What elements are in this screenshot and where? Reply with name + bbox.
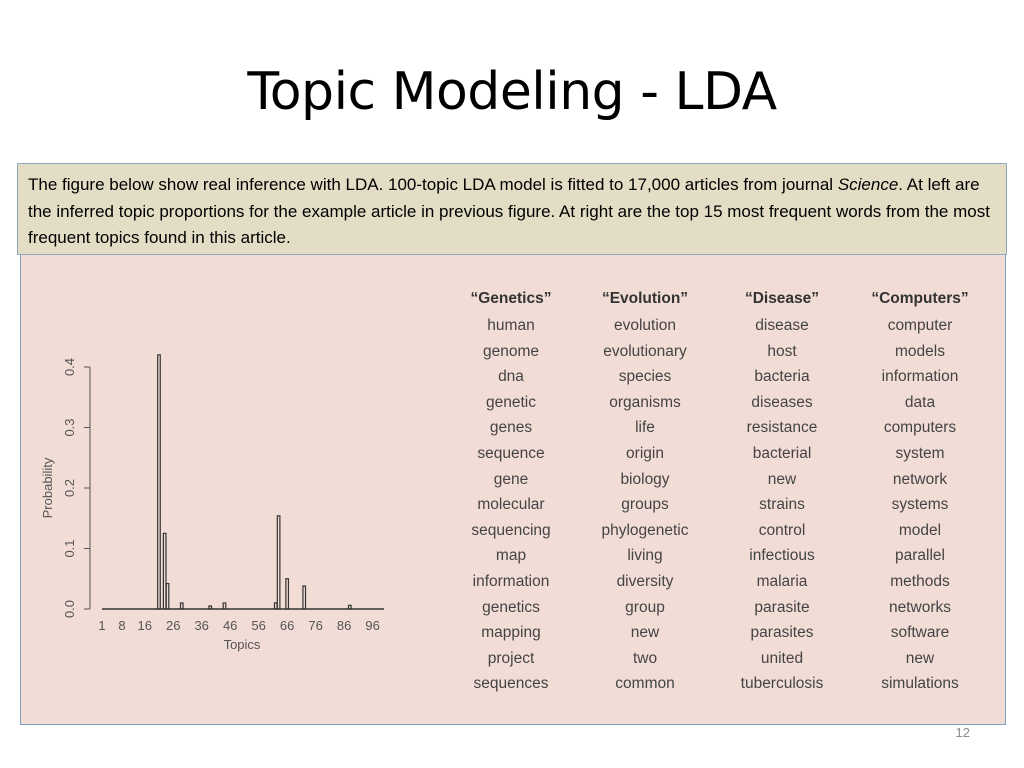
topic-word: group — [625, 598, 665, 616]
topic-bar — [163, 533, 166, 609]
x-tick-label: 96 — [365, 618, 380, 633]
topic-word: living — [627, 547, 663, 565]
topic-word: two — [632, 649, 658, 667]
topic-column — [712, 288, 852, 697]
topic-word: gene — [493, 470, 529, 488]
topic-bar — [223, 603, 226, 609]
y-tick-label: 0.0 — [62, 599, 77, 619]
topic-word: new — [905, 649, 935, 667]
topic-word: sequence — [477, 444, 545, 462]
x-tick-label: 36 — [194, 618, 209, 633]
topic-column — [850, 288, 990, 697]
topic-word: united — [760, 649, 804, 667]
topic-heading: “Computers” — [871, 290, 969, 307]
topic-word: resistance — [746, 419, 818, 437]
x-tick-label: 86 — [336, 618, 352, 633]
topic-word: sequences — [473, 675, 549, 693]
y-tick-label: 0.3 — [62, 418, 77, 437]
x-tick-label: 56 — [251, 618, 266, 633]
topic-word: human — [487, 317, 535, 334]
topic-word: malaria — [756, 572, 808, 590]
topic-word: software — [890, 624, 950, 642]
topic-word: disease — [755, 317, 809, 334]
topic-word: parasite — [754, 598, 810, 616]
topic-word: parasites — [750, 624, 814, 642]
topic-word: phylogenetic — [601, 521, 689, 539]
topic-word: sequencing — [471, 521, 551, 539]
topic-word: molecular — [477, 496, 545, 514]
topic-heading: “Evolution” — [601, 290, 689, 307]
topic-word: map — [495, 547, 527, 565]
topic-word: system — [895, 444, 945, 462]
topic-word: mapping — [481, 624, 541, 642]
x-tick-label: 8 — [118, 618, 126, 633]
y-tick-label: 0.1 — [62, 539, 77, 558]
topic-word: bacterial — [752, 444, 812, 462]
topic-bar — [349, 605, 352, 609]
topic-word: network — [892, 470, 948, 488]
y-tick-label: 0.4 — [62, 357, 77, 377]
topic-word: genetics — [482, 598, 540, 616]
topic-word: biology — [620, 470, 670, 488]
topic-word: genes — [489, 419, 533, 437]
topic-word: new — [630, 624, 660, 642]
topic-word: systems — [891, 496, 949, 514]
topic-column — [575, 288, 715, 697]
topic-word: species — [618, 368, 672, 386]
x-tick-label: 26 — [165, 618, 181, 633]
caption-journal-name: Science — [837, 175, 899, 194]
topic-column — [441, 288, 581, 697]
topic-word: groups — [621, 496, 669, 514]
topic-heading: “Disease” — [744, 290, 820, 307]
topic-word: origin — [626, 444, 664, 462]
topic-heading: “Genetics” — [470, 290, 552, 307]
topic-bar — [209, 606, 212, 609]
x-tick-label: 76 — [308, 618, 323, 633]
page-number: 12 — [955, 725, 970, 740]
topic-word: information — [881, 368, 959, 386]
caption-text-end: . At left are the inferred topic proportions for the example article in previous figure. At right are the top 15 most frequent words from the most frequent topics found in this article. — [28, 175, 990, 247]
topic-word: diversity — [616, 572, 674, 590]
topic-word: simulations — [881, 675, 959, 693]
topic-word: data — [904, 393, 936, 411]
x-tick-label: 46 — [222, 618, 238, 633]
y-tick-label: 0.2 — [62, 478, 77, 498]
topic-word: networks — [888, 598, 952, 616]
topic-bar — [303, 586, 306, 609]
topic-word: computer — [887, 317, 953, 334]
topic-word: dna — [498, 368, 524, 386]
topic-bar — [158, 355, 161, 609]
topic-bar — [286, 579, 289, 609]
topic-word: tuberculosis — [740, 675, 824, 693]
topic-word: genetic — [486, 393, 536, 411]
topic-word: model — [898, 521, 942, 539]
topic-word: project — [487, 649, 535, 667]
topic-word: evolution — [613, 317, 677, 334]
topic-word: strains — [759, 496, 805, 514]
topic-word: new — [767, 470, 797, 488]
topic-word: organisms — [609, 393, 681, 411]
topic-word: host — [767, 342, 797, 360]
topic-word: diseases — [751, 393, 813, 411]
topic-bar — [166, 584, 169, 609]
topic-word: evolutionary — [603, 342, 687, 360]
topic-word: methods — [890, 572, 950, 590]
topic-bar — [277, 516, 280, 609]
topic-word: models — [895, 342, 945, 360]
x-axis-title: Topics — [223, 637, 261, 652]
caption-text-start: The figure below show real inference with LDA. 100-topic LDA model is fitted to 17,000 articles from journal — [28, 175, 838, 194]
topic-word: parallel — [895, 547, 945, 565]
topic-bar — [180, 603, 183, 609]
x-tick-label: 66 — [279, 618, 295, 633]
x-tick-label: 1 — [98, 618, 106, 633]
y-axis-title: Probability — [40, 457, 55, 519]
topic-word: control — [758, 521, 806, 539]
x-tick-label: 16 — [137, 618, 152, 633]
topic-word: computers — [883, 419, 957, 437]
topic-word: common — [615, 675, 675, 693]
topic-word: bacteria — [754, 368, 810, 386]
topic-word: life — [635, 419, 655, 437]
topic-word: genome — [482, 342, 539, 360]
topic-word: infectious — [749, 547, 815, 565]
topic-word: information — [472, 572, 550, 590]
topic-bar — [274, 603, 277, 609]
slide-title: Topic Modeling - LDA — [247, 62, 777, 122]
